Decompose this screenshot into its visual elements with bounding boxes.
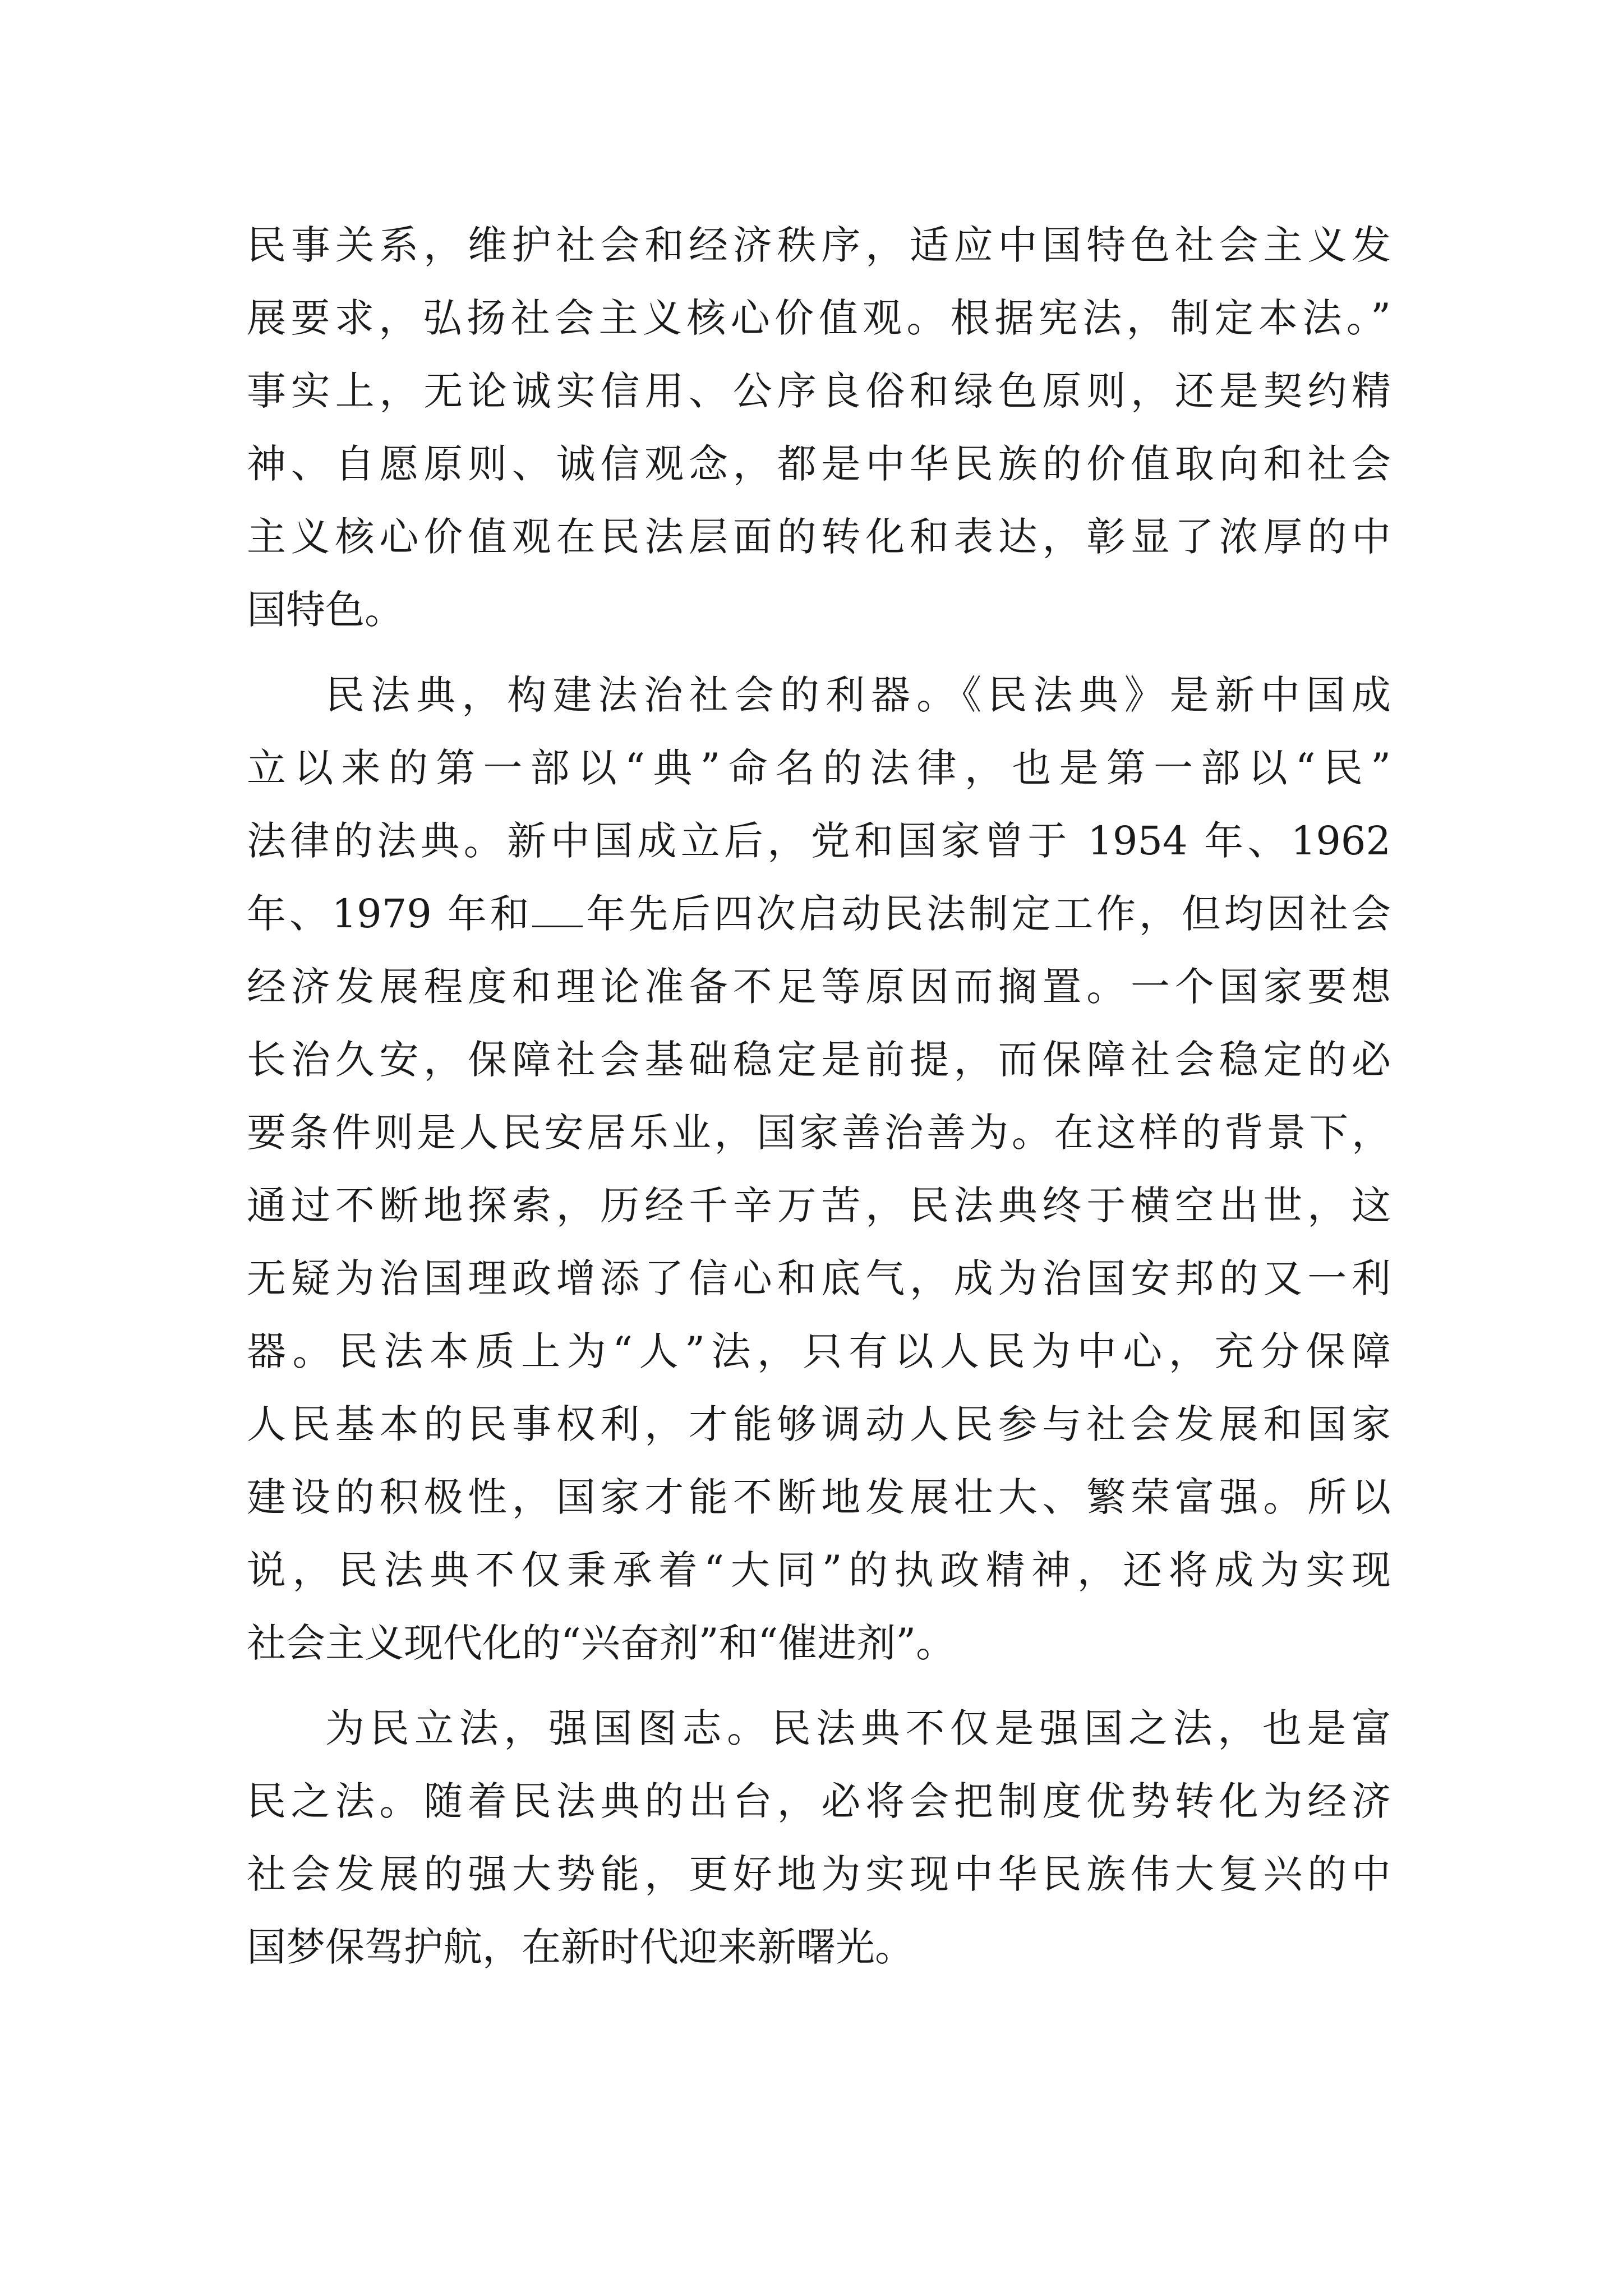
paragraph-3 [247, 1692, 1391, 1984]
text-line: 国梦保驾护航，在新时代迎来新曙光。 [247, 1924, 914, 1970]
text-line: 展要求，弘扬社会主义核心价值观。根据宪法，制定本法。” [247, 295, 1391, 341]
text-line: 人民基本的民事权利，才能够调动人民参与社会发展和国家 [247, 1401, 1391, 1447]
text-line: 无疑为治国理政增添了信心和底气，成为治国安邦的又一利 [247, 1255, 1391, 1301]
document-body [247, 209, 1391, 1984]
paragraph-gap [247, 646, 1391, 659]
text-line: 主义核心价值观在民法层面的转化和表达，彰显了浓厚的中 [247, 514, 1391, 560]
text-line: 民法典，构建法治社会的利器。《民法典》是新中国成 [325, 672, 1391, 718]
text-line: 器。民法本质上为“人”法，只有以人民为中心，充分保障 [247, 1328, 1391, 1374]
text-line: 民事关系，维护社会和经济秩序，适应中国特色社会主义发 [247, 222, 1391, 268]
text-line: 立以来的第一部以“典”命名的法律，也是第一部以“民” [247, 745, 1391, 791]
text-line: 民之法。随着民法典的出台，必将会把制度优势转化为经济 [247, 1778, 1391, 1824]
text-line: 为民立法，强国图志。民法典不仅是强国之法，也是富 [325, 1705, 1391, 1751]
text-line: 神、自愿原则、诚信观念，都是中华民族的价值取向和社会 [247, 441, 1391, 487]
paragraph-gap [247, 1680, 1391, 1692]
fill-in-blank [532, 892, 583, 927]
text-line: 说，民法典不仅秉承着“大同”的执政精神，还将成为实现 [247, 1547, 1391, 1593]
text-line: 要条件则是人民安居乐业，国家善治善为。在这样的背景下， [247, 1110, 1391, 1156]
text-line: 社会发展的强大势能，更好地为实现中华民族伟大复兴的中 [247, 1851, 1391, 1897]
text-line: 国特色。 [247, 587, 404, 633]
text-line: 社会主义现代化的“兴奋剂”和“催进剂”。 [247, 1620, 956, 1666]
text-line-with-blank [247, 877, 1391, 950]
text-line: 事实上，无论诚实信用、公序良俗和绿色原则，还是契约精 [247, 368, 1391, 414]
text-line: 建设的积极性，国家才能不断地发展壮大、繁荣富强。所以 [247, 1474, 1391, 1520]
text-segment: 年、1979 年和 [247, 891, 533, 937]
paragraph-2 [247, 659, 1391, 1680]
text-line: 长治久安，保障社会基础稳定是前提，而保障社会稳定的必 [247, 1037, 1391, 1083]
text-segment: 年先后四次启动民法制定工作，但均因社会 [583, 891, 1391, 937]
paragraph-1 [247, 209, 1391, 646]
text-line: 法律的法典。新中国成立后，党和国家曾于 1954 年、1962 [247, 818, 1391, 864]
text-line: 经济发展程度和理论准备不足等原因而搁置。一个国家要想 [247, 964, 1391, 1010]
text-line: 通过不断地探索，历经千辛万苦，民法典终于横空出世，这 [247, 1182, 1391, 1228]
